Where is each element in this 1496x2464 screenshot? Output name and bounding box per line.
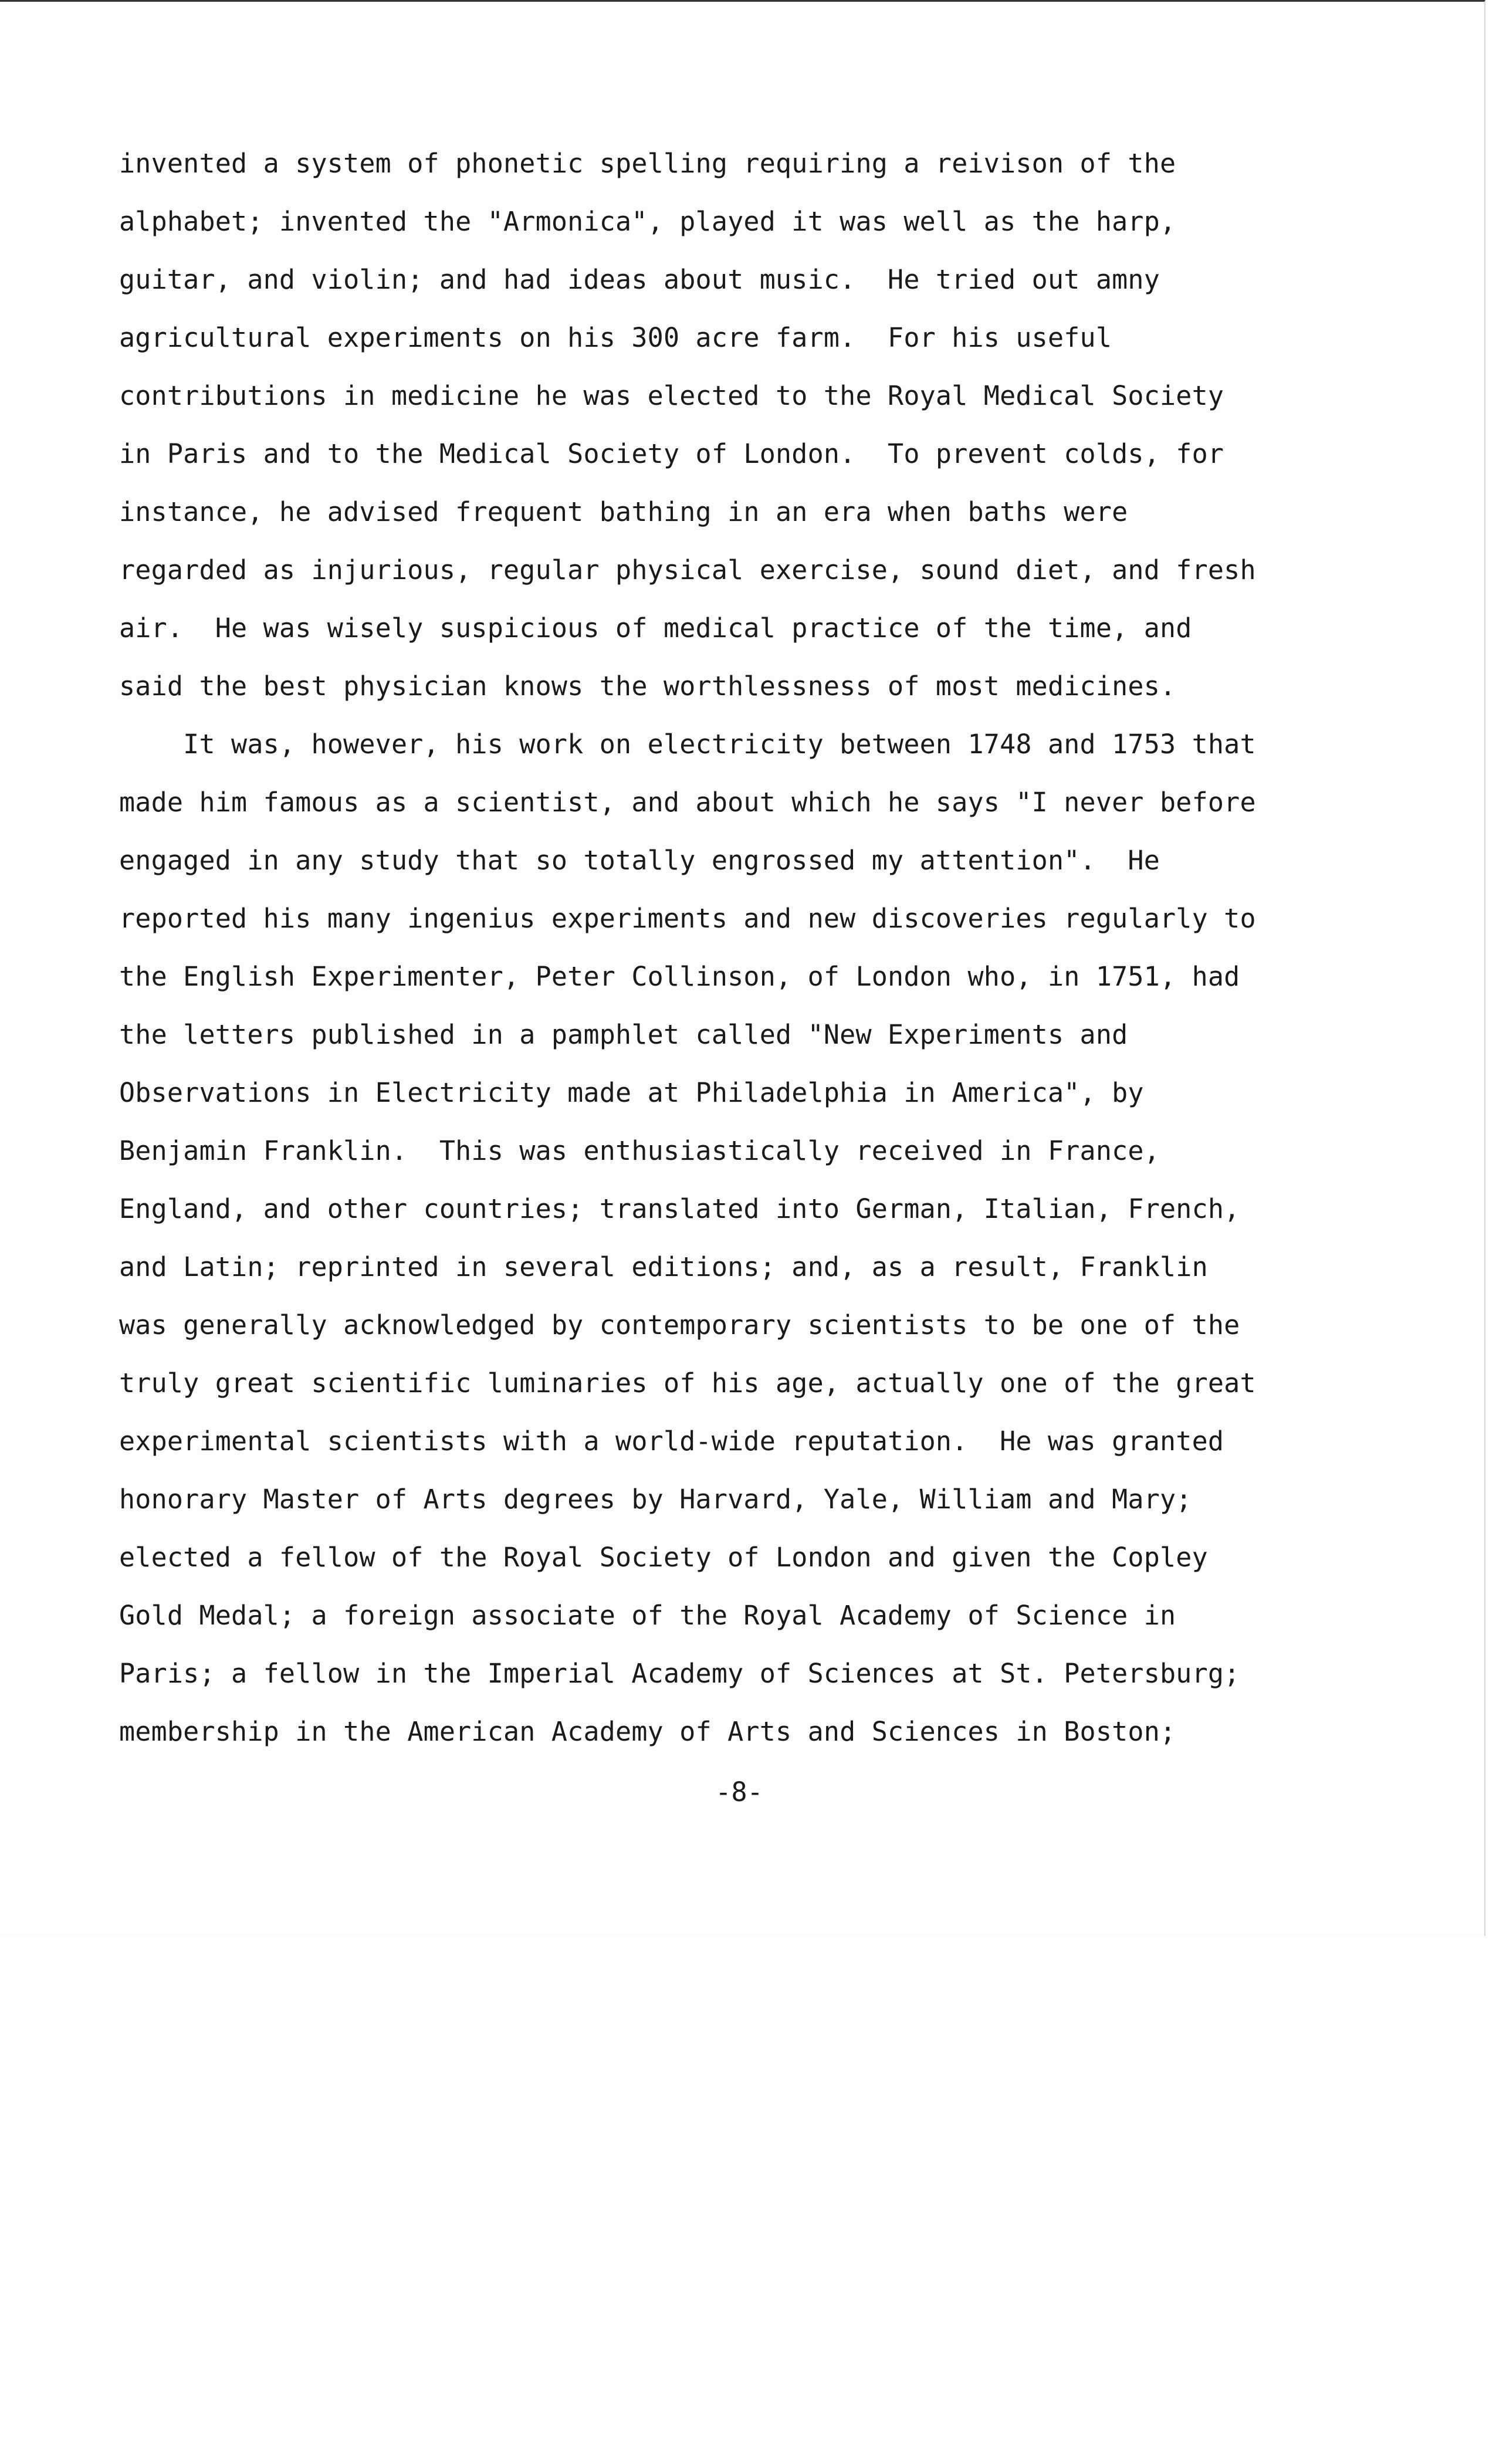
- text-line: the English Experimenter, Peter Collinson, of London who, in 1751, had: [119, 961, 1240, 992]
- text-line: It was, however, his work on electricity between 1748 and 1753 that: [119, 729, 1256, 760]
- text-line: membership in the American Academy of Arts and Sciences in Boston;: [119, 1716, 1176, 1747]
- text-line: experimental scientists with a world-wide reputation. He was granted: [119, 1426, 1224, 1457]
- text-line: the letters published in a pamphlet called "New Experiments and: [119, 1019, 1128, 1050]
- text-line: was generally acknowledged by contemporary scientists to be one of the: [119, 1309, 1240, 1341]
- text-line: contributions in medicine he was elected to the Royal Medical Society: [119, 380, 1224, 411]
- body-text: [119, 134, 1410, 1761]
- text-line: guitar, and violin; and had ideas about music. He tried out amny: [119, 264, 1160, 295]
- text-line: agricultural experiments on his 300 acre farm. For his useful: [119, 322, 1112, 353]
- text-line: England, and other countries; translated into German, Italian, French,: [119, 1193, 1240, 1224]
- text-line: Gold Medal; a foreign associate of the Royal Academy of Science in: [119, 1600, 1176, 1631]
- text-line: Observations in Electricity made at Philadelphia in America", by: [119, 1077, 1144, 1108]
- text-line: invented a system of phonetic spelling requiring a reivison of the: [119, 148, 1176, 179]
- text-line: reported his many ingenius experiments and new discoveries regularly to: [119, 903, 1256, 934]
- text-line: in Paris and to the Medical Society of London. To prevent colds, for: [119, 438, 1224, 469]
- text-line: and Latin; reprinted in several editions; and, as a result, Franklin: [119, 1251, 1208, 1282]
- text-line: engaged in any study that so totally engrossed my attention". He: [119, 845, 1160, 876]
- text-line: honorary Master of Arts degrees by Harvard, Yale, William and Mary;: [119, 1484, 1192, 1515]
- text-line: elected a fellow of the Royal Society of London and given the Copley: [119, 1542, 1208, 1573]
- text-line: said the best physician knows the worthlessness of most medicines.: [119, 671, 1176, 702]
- text-line: instance, he advised frequent bathing in an era when baths were: [119, 496, 1128, 527]
- text-line: Paris; a fellow in the Imperial Academy of Sciences at St. Petersburg;: [119, 1658, 1240, 1689]
- page-number: -8-: [715, 1776, 763, 1808]
- text-line: truly great scientific luminaries of his age, actually one of the great: [119, 1368, 1256, 1399]
- text-line: Benjamin Franklin. This was enthusiastically received in France,: [119, 1135, 1160, 1166]
- text-line: made him famous as a scientist, and about which he says "I never before: [119, 787, 1256, 818]
- text-line: alphabet; invented the "Armonica", played it was well as the harp,: [119, 206, 1176, 237]
- text-line: regarded as injurious, regular physical exercise, sound diet, and fresh: [119, 554, 1256, 585]
- text-line: air. He was wisely suspicious of medical practice of the time, and: [119, 612, 1192, 644]
- blank-margin: [0, 1936, 1496, 2464]
